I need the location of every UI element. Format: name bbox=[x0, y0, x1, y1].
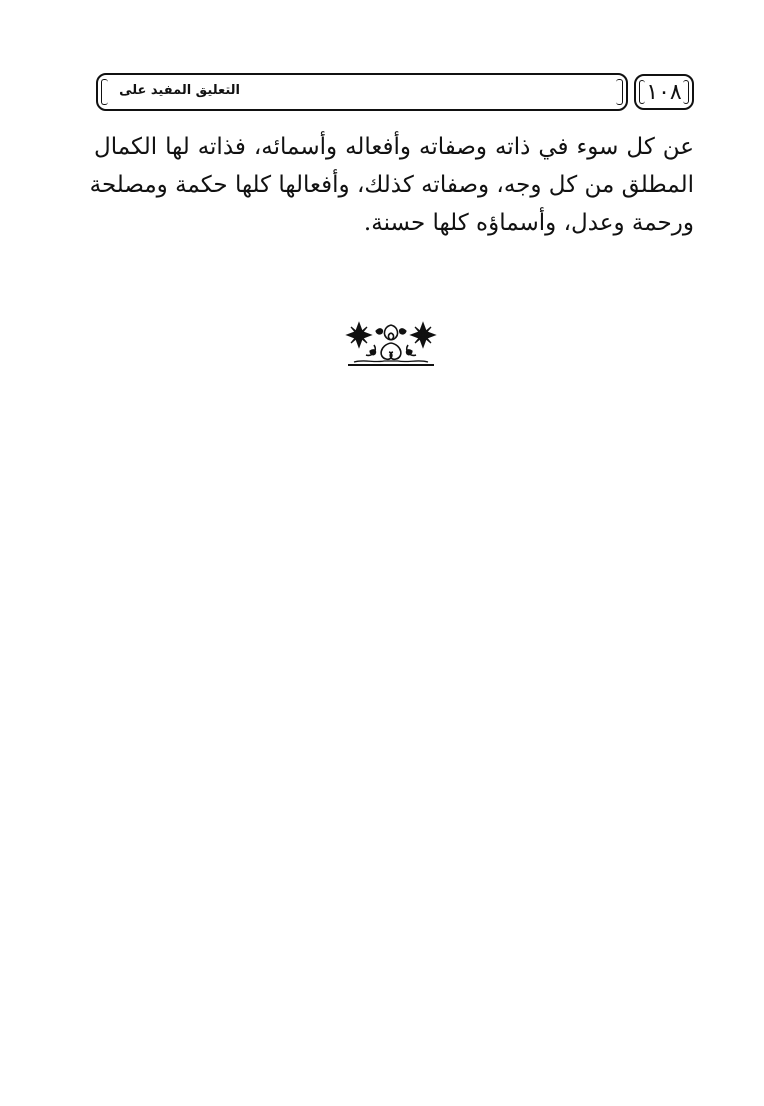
floral-ornament-icon bbox=[344, 321, 438, 369]
body-line-2: المطلق من كل وجه، وصفاته كذلك، وأفعالها كلها حكمة ومصلحة bbox=[89, 172, 694, 198]
body-paragraph bbox=[89, 128, 694, 242]
page-number-frame bbox=[634, 74, 694, 110]
body-line-3: ورحمة وعدل، وأسماؤه كلها حسنة. bbox=[363, 210, 694, 236]
running-title: التعليق المفيد على bbox=[119, 83, 240, 98]
running-title-frame bbox=[96, 73, 628, 111]
page-number: ١٠٨ bbox=[646, 79, 682, 105]
body-line-1: عن كل سوء في ذاته وصفاته وأفعاله وأسمائه، فذاته لها الكمال bbox=[94, 134, 694, 160]
